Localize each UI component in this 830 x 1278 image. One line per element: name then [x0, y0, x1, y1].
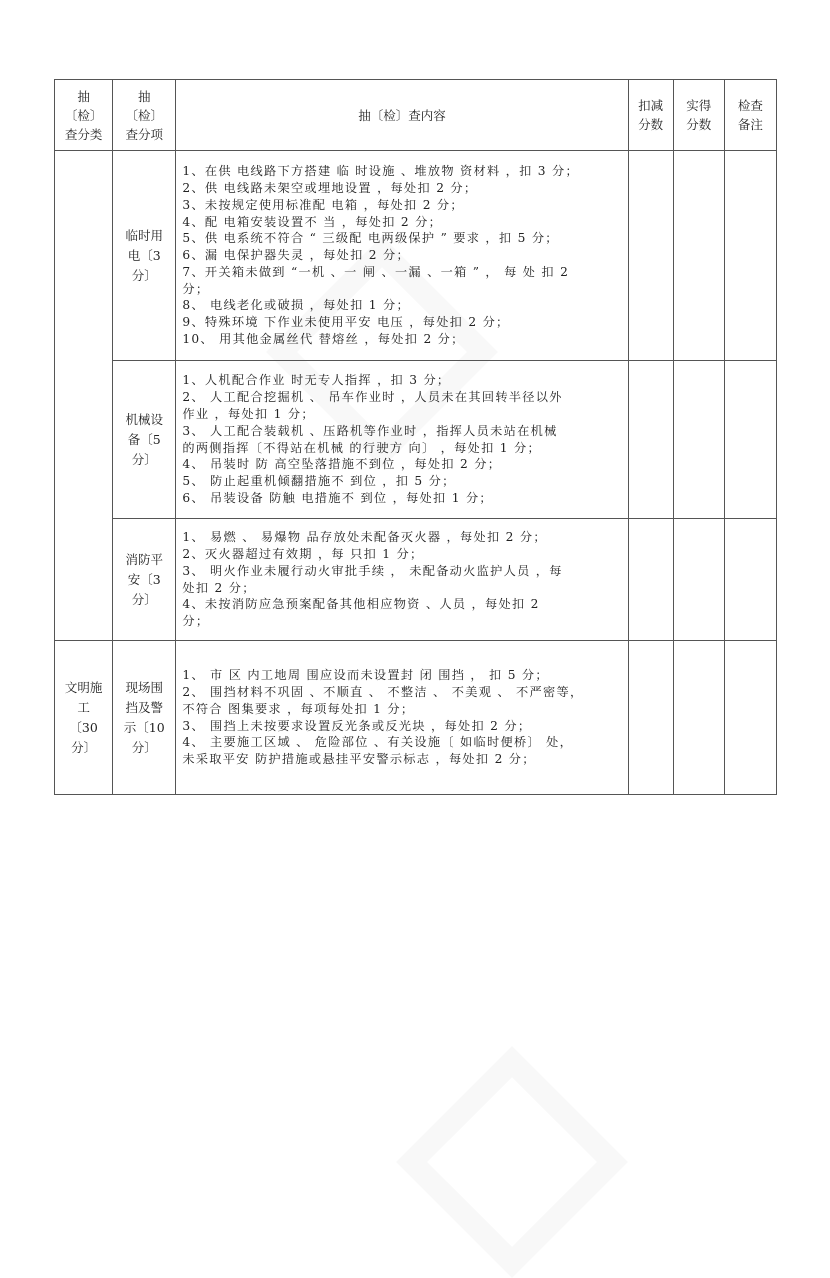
header-text: 抽 — [77, 88, 90, 104]
content-line: 未采取平安 防护措施或悬挂平安警示标志 ，每处扣 2 分； — [182, 752, 536, 767]
header-text: 备注 — [737, 117, 763, 132]
header-text: 抽〔检〕查内容 — [358, 107, 446, 123]
subitem-text: 分〕 — [131, 267, 157, 283]
content-line: 4、 主要施工区域 、 危险部位 、有关设施〔 如临时便桥〕 处， — [182, 735, 574, 750]
remark-cell[interactable] — [724, 151, 776, 361]
header-text: 实得 — [686, 98, 712, 113]
subitem-cell — [113, 361, 176, 519]
content-line: 2、供 电线路未架空或埋地设置 ，每处扣 2 分； — [182, 180, 478, 195]
content-line: 5、 防止起重机倾翻措施不 到位 ，扣 5 分； — [182, 474, 456, 489]
actual-score-cell[interactable] — [673, 361, 724, 519]
subitem-text: 安〔3 — [127, 571, 161, 587]
content-line: 4、 吊装时 防 高空坠落措施不到位 ，每处扣 2 分； — [182, 457, 502, 472]
content-cell — [176, 151, 628, 361]
subitem-text: 电〔3 — [127, 247, 161, 263]
content-line: 1、人机配合作业 时无专人指挥 ，扣 3 分； — [182, 373, 451, 388]
inspection-table — [54, 79, 777, 795]
deduct-score-cell[interactable] — [628, 361, 673, 519]
category-text: 文明施 — [64, 679, 103, 695]
deduct-score-cell[interactable] — [628, 519, 673, 641]
subitem-text: 分〕 — [131, 591, 157, 607]
watermark-diamond — [396, 1046, 628, 1278]
deduct-score-cell[interactable] — [628, 151, 673, 361]
remark-cell[interactable] — [724, 641, 776, 795]
table-row — [55, 641, 777, 795]
content-line: 3、 明火作业未履行动火审批手续 ， 未配备动火监护人员 ，每 — [182, 563, 563, 578]
header-text: 抽 — [137, 88, 151, 104]
table-row — [55, 519, 777, 641]
content-cell — [176, 641, 628, 795]
table-row — [55, 361, 777, 519]
subitem-text: 挡及警 — [125, 699, 163, 715]
content-line: 2、 人工配合挖掘机 、 吊车作业时 ，人员未在其回转半径以外 — [182, 390, 563, 405]
content-cell — [176, 519, 628, 641]
header-subitem — [113, 80, 176, 151]
subitem-cell — [113, 519, 176, 641]
header-text: 扣减 — [638, 98, 664, 113]
content-line: 的两侧指挥〔不得站在机械 的行驶方 向〕 ，每处扣 1 分； — [182, 440, 541, 455]
content-line: 处扣 2 分； — [182, 580, 256, 595]
category-text: 〔30 — [69, 719, 98, 735]
content-line: 2、 围挡材料不巩固 、不顺直 、 不整洁 、 不美观 、 不严密等， — [182, 684, 584, 699]
content-line: 4、配 电箱安装设置不 当 ，每处扣 2 分； — [182, 214, 443, 229]
actual-score-cell[interactable] — [673, 151, 724, 361]
deduct-score-cell[interactable] — [628, 641, 673, 795]
subitem-cell — [113, 641, 176, 795]
content-line: 1、在供 电线路下方搭建 临 时设施 、堆放物 资材料 ，扣 3 分； — [182, 164, 580, 179]
content-line: 3、 人工配合装载机 、压路机等作业时 ，指挥人员未站在机械 — [182, 423, 558, 438]
header-text: 〔检〕 — [125, 107, 163, 123]
content-line: 3、 围挡上未按要求设置反光条或反光块 ，每处扣 2 分； — [182, 718, 532, 733]
content-line: 9、特殊环境 下作业未使用平安 电压 ，每处扣 2 分； — [182, 315, 510, 330]
content-line: 2、灭火器超过有效期 ，每 只扣 1 分； — [182, 546, 424, 561]
subitem-text: 现场围 — [125, 679, 163, 695]
subitem-text: 分〕 — [131, 739, 157, 755]
subitem-text: 临时用 — [125, 227, 163, 243]
subitem-cell — [113, 151, 176, 361]
subitem-text: 备〔5 — [127, 431, 161, 447]
category-cell-empty — [55, 151, 113, 641]
header-actual — [673, 80, 724, 151]
remark-cell[interactable] — [724, 519, 776, 641]
content-line: 7、开关箱未做到 “一机 、一 闸 、一漏 、一箱 ” ， 每 处 扣 2 — [182, 264, 570, 279]
content-line: 6、漏 电保护器失灵 ，每处扣 2 分； — [182, 248, 410, 263]
content-line: 分； — [182, 614, 210, 629]
subitem-text: 示〔10 — [123, 719, 165, 735]
content-line: 10、 用其他金属丝代 替熔丝 ，每处扣 2 分； — [182, 332, 465, 347]
header-content — [176, 80, 628, 151]
subitem-text: 分〕 — [131, 451, 157, 467]
subitem-text: 消防平 — [125, 551, 163, 567]
category-text: 工 — [77, 699, 90, 715]
content-line: 4、未按消防应急预案配备其他相应物资 、人员 ，每处扣 2 — [182, 597, 540, 612]
subitem-text: 机械设 — [125, 411, 163, 427]
table-header-row — [55, 80, 777, 151]
category-cell — [55, 641, 113, 795]
category-text: 分〕 — [71, 739, 97, 755]
header-text: 查分类 — [64, 126, 103, 142]
header-text: 检查 — [737, 98, 763, 113]
content-line: 分； — [182, 281, 210, 296]
header-text: 分数 — [686, 117, 712, 132]
content-line: 6、 吊装设备 防触 电措施不 到位 ，每处扣 1 分； — [182, 490, 493, 505]
content-line: 1、 易燃 、 易爆物 品存放处未配备灭火器 ，每处扣 2 分； — [182, 530, 547, 545]
content-line: 不符合 图集要求 ，每项每处扣 1 分； — [182, 701, 415, 716]
header-text: 分数 — [638, 117, 664, 132]
actual-score-cell[interactable] — [673, 641, 724, 795]
header-text: 〔检〕 — [64, 107, 103, 123]
header-text: 查分项 — [125, 126, 163, 142]
remark-cell[interactable] — [724, 361, 776, 519]
content-line: 8、 电线老化或破损 ，每处扣 1 分； — [182, 298, 410, 313]
header-category — [55, 80, 113, 151]
content-line: 3、未按规定使用标准配 电箱 ，每处扣 2 分； — [182, 197, 464, 212]
header-remark — [724, 80, 776, 151]
header-deduct — [628, 80, 673, 151]
table-row — [55, 151, 777, 361]
content-cell — [176, 361, 628, 519]
content-line: 作业 ，每处扣 1 分； — [182, 406, 315, 421]
content-line: 1、 市 区 内工地周 围应设而未设置封 闭 围挡 ， 扣 5 分； — [182, 668, 549, 683]
actual-score-cell[interactable] — [673, 519, 724, 641]
content-line: 5、供 电系统不符合 “ 三级配 电两级保护 ” 要求 ，扣 5 分； — [182, 231, 559, 246]
